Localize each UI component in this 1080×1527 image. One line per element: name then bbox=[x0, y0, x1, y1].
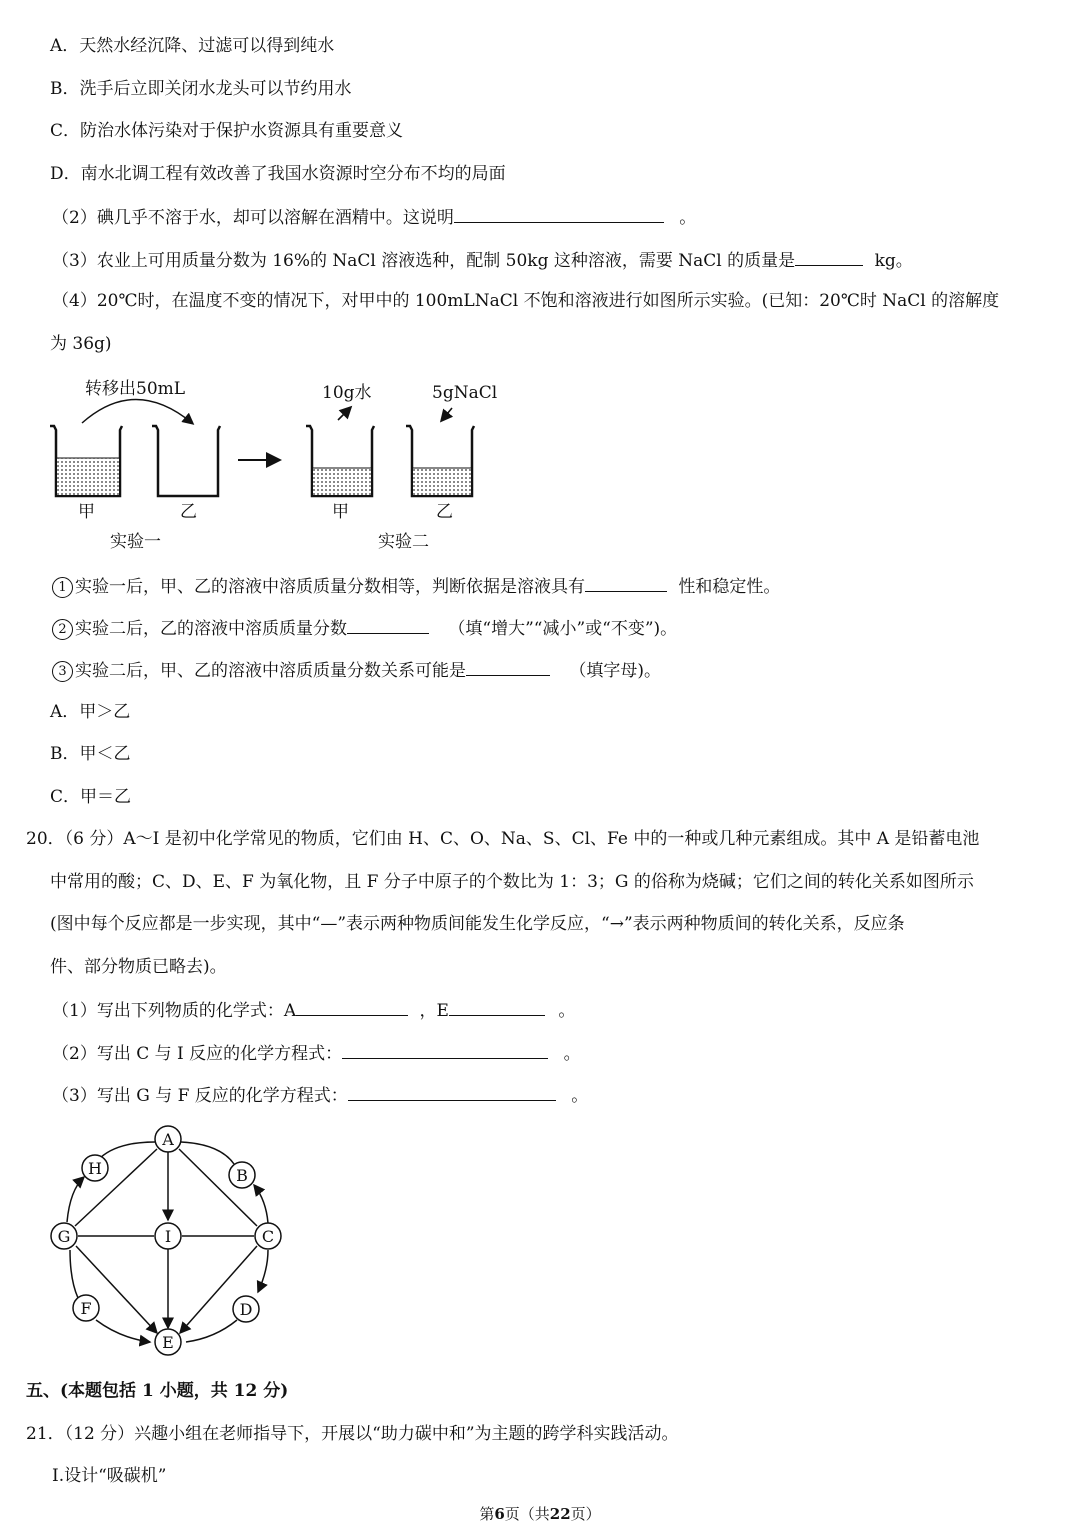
q20-sub1 bbox=[52, 997, 575, 1023]
section-heading: 五、(本题包括 1 小题，共 12 分) bbox=[26, 1381, 289, 1401]
q20-sub3 bbox=[52, 1082, 588, 1108]
sub-question-1-text: 实验一后，甲、乙的溶液中溶质质量分数相等，判断依据是溶液具有 bbox=[75, 577, 585, 597]
q20-line2: 中常用的酸；C、D、E、F 为氧化物，且 F 分子中原子的个数比为 1：3；G 的俗称为烧碱；它们之间的转化关系如图所示 bbox=[50, 872, 974, 892]
edge-f-to-e bbox=[96, 1320, 150, 1342]
q20-line1: 20．（6 分）A～I 是初中化学常见的物质，它们由 H、C、O、Na、S、Cl、Fe 中的一种或几种元素组成。其中 A 是铅蓄电池 bbox=[26, 829, 980, 849]
choice-c: C．甲＝乙 bbox=[50, 787, 132, 807]
q20-sub1-mid: ，E bbox=[419, 1001, 449, 1021]
svg-text:F: F bbox=[80, 1299, 92, 1318]
edge-c-to-b bbox=[254, 1185, 268, 1223]
q20-sub2 bbox=[52, 1040, 581, 1066]
q19-part3 bbox=[52, 247, 913, 273]
exp1-label: 实验一 bbox=[110, 532, 161, 552]
beaker-experiment-figure bbox=[40, 368, 510, 558]
node-d bbox=[233, 1296, 259, 1322]
q19-part2-text: （2）碘几乎不溶于水，却可以溶解在酒精中。这说明 bbox=[52, 208, 454, 228]
sub-question-3-text: 实验二后，甲、乙的溶液中溶质质量分数关系可能是 bbox=[75, 661, 466, 681]
label-jia-2: 甲 bbox=[332, 502, 349, 522]
q19-part2 bbox=[52, 204, 696, 230]
option-b: B．洗手后立即关闭水龙头可以节约用水 bbox=[50, 79, 352, 99]
q20-line4: 件、部分物质已略去)。 bbox=[50, 957, 227, 977]
sub-question-3 bbox=[52, 657, 661, 683]
answer-blank bbox=[466, 657, 550, 676]
q21-sub1: Ⅰ.设计“吸碳机” bbox=[52, 1466, 167, 1486]
relation-graph bbox=[40, 1120, 300, 1360]
sub-question-2 bbox=[52, 615, 677, 641]
option-d: D．南水北调工程有效改善了我国水资源时空分布不均的局面 bbox=[50, 164, 506, 184]
q20-sub1-text: （1）写出下列物质的化学式：A bbox=[52, 1001, 297, 1021]
footer-pre: 第 bbox=[479, 1505, 495, 1523]
node-f bbox=[73, 1295, 99, 1321]
circled-number: 1 bbox=[52, 577, 73, 598]
q19-part3-text: （3）农业上可用质量分数为 16%的 NaCl 溶液选种，配制 50kg 这种溶液，需要 NaCl 的质量是 bbox=[52, 251, 796, 271]
answer-blank bbox=[449, 997, 545, 1016]
sub-question-1-end: 性和稳定性。 bbox=[678, 577, 781, 597]
svg-text:E: E bbox=[162, 1333, 174, 1352]
node-h bbox=[82, 1155, 108, 1181]
q19-part3-end: kg。 bbox=[874, 251, 913, 271]
q20-sub2-text: （2）写出 C 与 I 反应的化学方程式： bbox=[52, 1044, 343, 1064]
exp2-label: 实验二 bbox=[378, 532, 429, 552]
q19-part4-line2: 为 36g) bbox=[50, 334, 112, 354]
sub-question-2-end: （填“增大”“减小”或“不变”)。 bbox=[448, 619, 678, 639]
answer-blank bbox=[795, 247, 863, 266]
circled-number: 3 bbox=[52, 661, 73, 682]
node-g bbox=[51, 1223, 77, 1249]
beaker-jia-exp2 bbox=[306, 426, 374, 496]
label-yi-2: 乙 bbox=[436, 502, 453, 522]
water-label: 10g水 bbox=[322, 383, 372, 403]
footer-post: 页） bbox=[570, 1505, 601, 1523]
svg-text:H: H bbox=[88, 1159, 102, 1178]
q20-sub3-text: （3）写出 G 与 F 反应的化学方程式： bbox=[52, 1086, 348, 1106]
svg-text:B: B bbox=[236, 1166, 248, 1185]
q20-sub2-end: 。 bbox=[563, 1044, 581, 1064]
label-jia-1: 甲 bbox=[78, 502, 95, 522]
circled-number: 2 bbox=[52, 619, 73, 640]
answer-blank bbox=[585, 573, 667, 592]
q20-sub3-end: 。 bbox=[571, 1086, 589, 1106]
answer-blank bbox=[454, 204, 664, 223]
q20-sub1-end: 。 bbox=[558, 1001, 576, 1021]
edge-a-h bbox=[98, 1142, 155, 1160]
sub-question-3-end: （填字母)。 bbox=[569, 661, 662, 681]
q20-line3: (图中每个反应都是一步实现，其中“—”表示两种物质间能发生化学反应，“→”表示两种物质间的转化关系，反应条 bbox=[50, 914, 905, 934]
node-c bbox=[255, 1223, 281, 1249]
svg-text:I: I bbox=[164, 1227, 172, 1246]
svg-text:D: D bbox=[239, 1300, 253, 1319]
edge-g-to-h bbox=[67, 1177, 84, 1222]
nacl-label: 5gNaCl bbox=[432, 383, 498, 403]
sub-question-1 bbox=[52, 573, 780, 599]
edge-g-f bbox=[70, 1250, 78, 1298]
choice-a: A．甲＞乙 bbox=[50, 702, 131, 722]
beaker-yi-exp1 bbox=[152, 426, 220, 496]
transfer-label: 转移出50mL bbox=[85, 379, 186, 399]
node-e bbox=[155, 1329, 181, 1355]
q21-intro: 21．（12 分）兴趣小组在老师指导下，开展以“助力碳中和”为主题的跨学科实践活动。 bbox=[26, 1424, 679, 1444]
total-pages: 22 bbox=[549, 1505, 571, 1523]
page-number: 6 bbox=[494, 1505, 505, 1523]
svg-text:A: A bbox=[162, 1130, 174, 1149]
nacl-add-arrow bbox=[442, 408, 452, 420]
answer-blank bbox=[347, 615, 429, 634]
beaker-yi-exp2 bbox=[406, 426, 474, 496]
transfer-arrow bbox=[82, 400, 192, 424]
page-footer bbox=[0, 1504, 1080, 1524]
water-add-arrow bbox=[338, 408, 350, 420]
footer-mid: 页（共 bbox=[504, 1505, 550, 1523]
edge-d-e bbox=[186, 1320, 237, 1342]
node-a bbox=[155, 1126, 181, 1152]
q19-part4-line1: （4）20℃时，在温度不变的情况下，对甲中的 100mLNaCl 不饱和溶液进行如图所示实验。(已知：20℃时 NaCl 的溶解度 bbox=[52, 291, 1000, 311]
beaker-jia-exp1 bbox=[50, 426, 122, 496]
node-i bbox=[155, 1223, 181, 1249]
answer-blank bbox=[348, 1082, 556, 1101]
svg-text:C: C bbox=[261, 1227, 275, 1246]
q19-part2-end: 。 bbox=[679, 208, 697, 228]
edge-a-b bbox=[181, 1142, 234, 1164]
option-c: C．防治水体污染对于保护水资源具有重要意义 bbox=[50, 121, 404, 141]
node-b bbox=[229, 1162, 255, 1188]
sub-question-2-text: 实验二后，乙的溶液中溶质质量分数 bbox=[75, 619, 347, 639]
svg-text:G: G bbox=[57, 1227, 71, 1246]
choice-b: B．甲＜乙 bbox=[50, 744, 131, 764]
option-a: A．天然水经沉降、过滤可以得到纯水 bbox=[50, 36, 335, 56]
answer-blank bbox=[342, 1040, 548, 1059]
label-yi-1: 乙 bbox=[180, 502, 197, 522]
answer-blank bbox=[296, 997, 408, 1016]
edge-c-to-d bbox=[258, 1250, 268, 1292]
